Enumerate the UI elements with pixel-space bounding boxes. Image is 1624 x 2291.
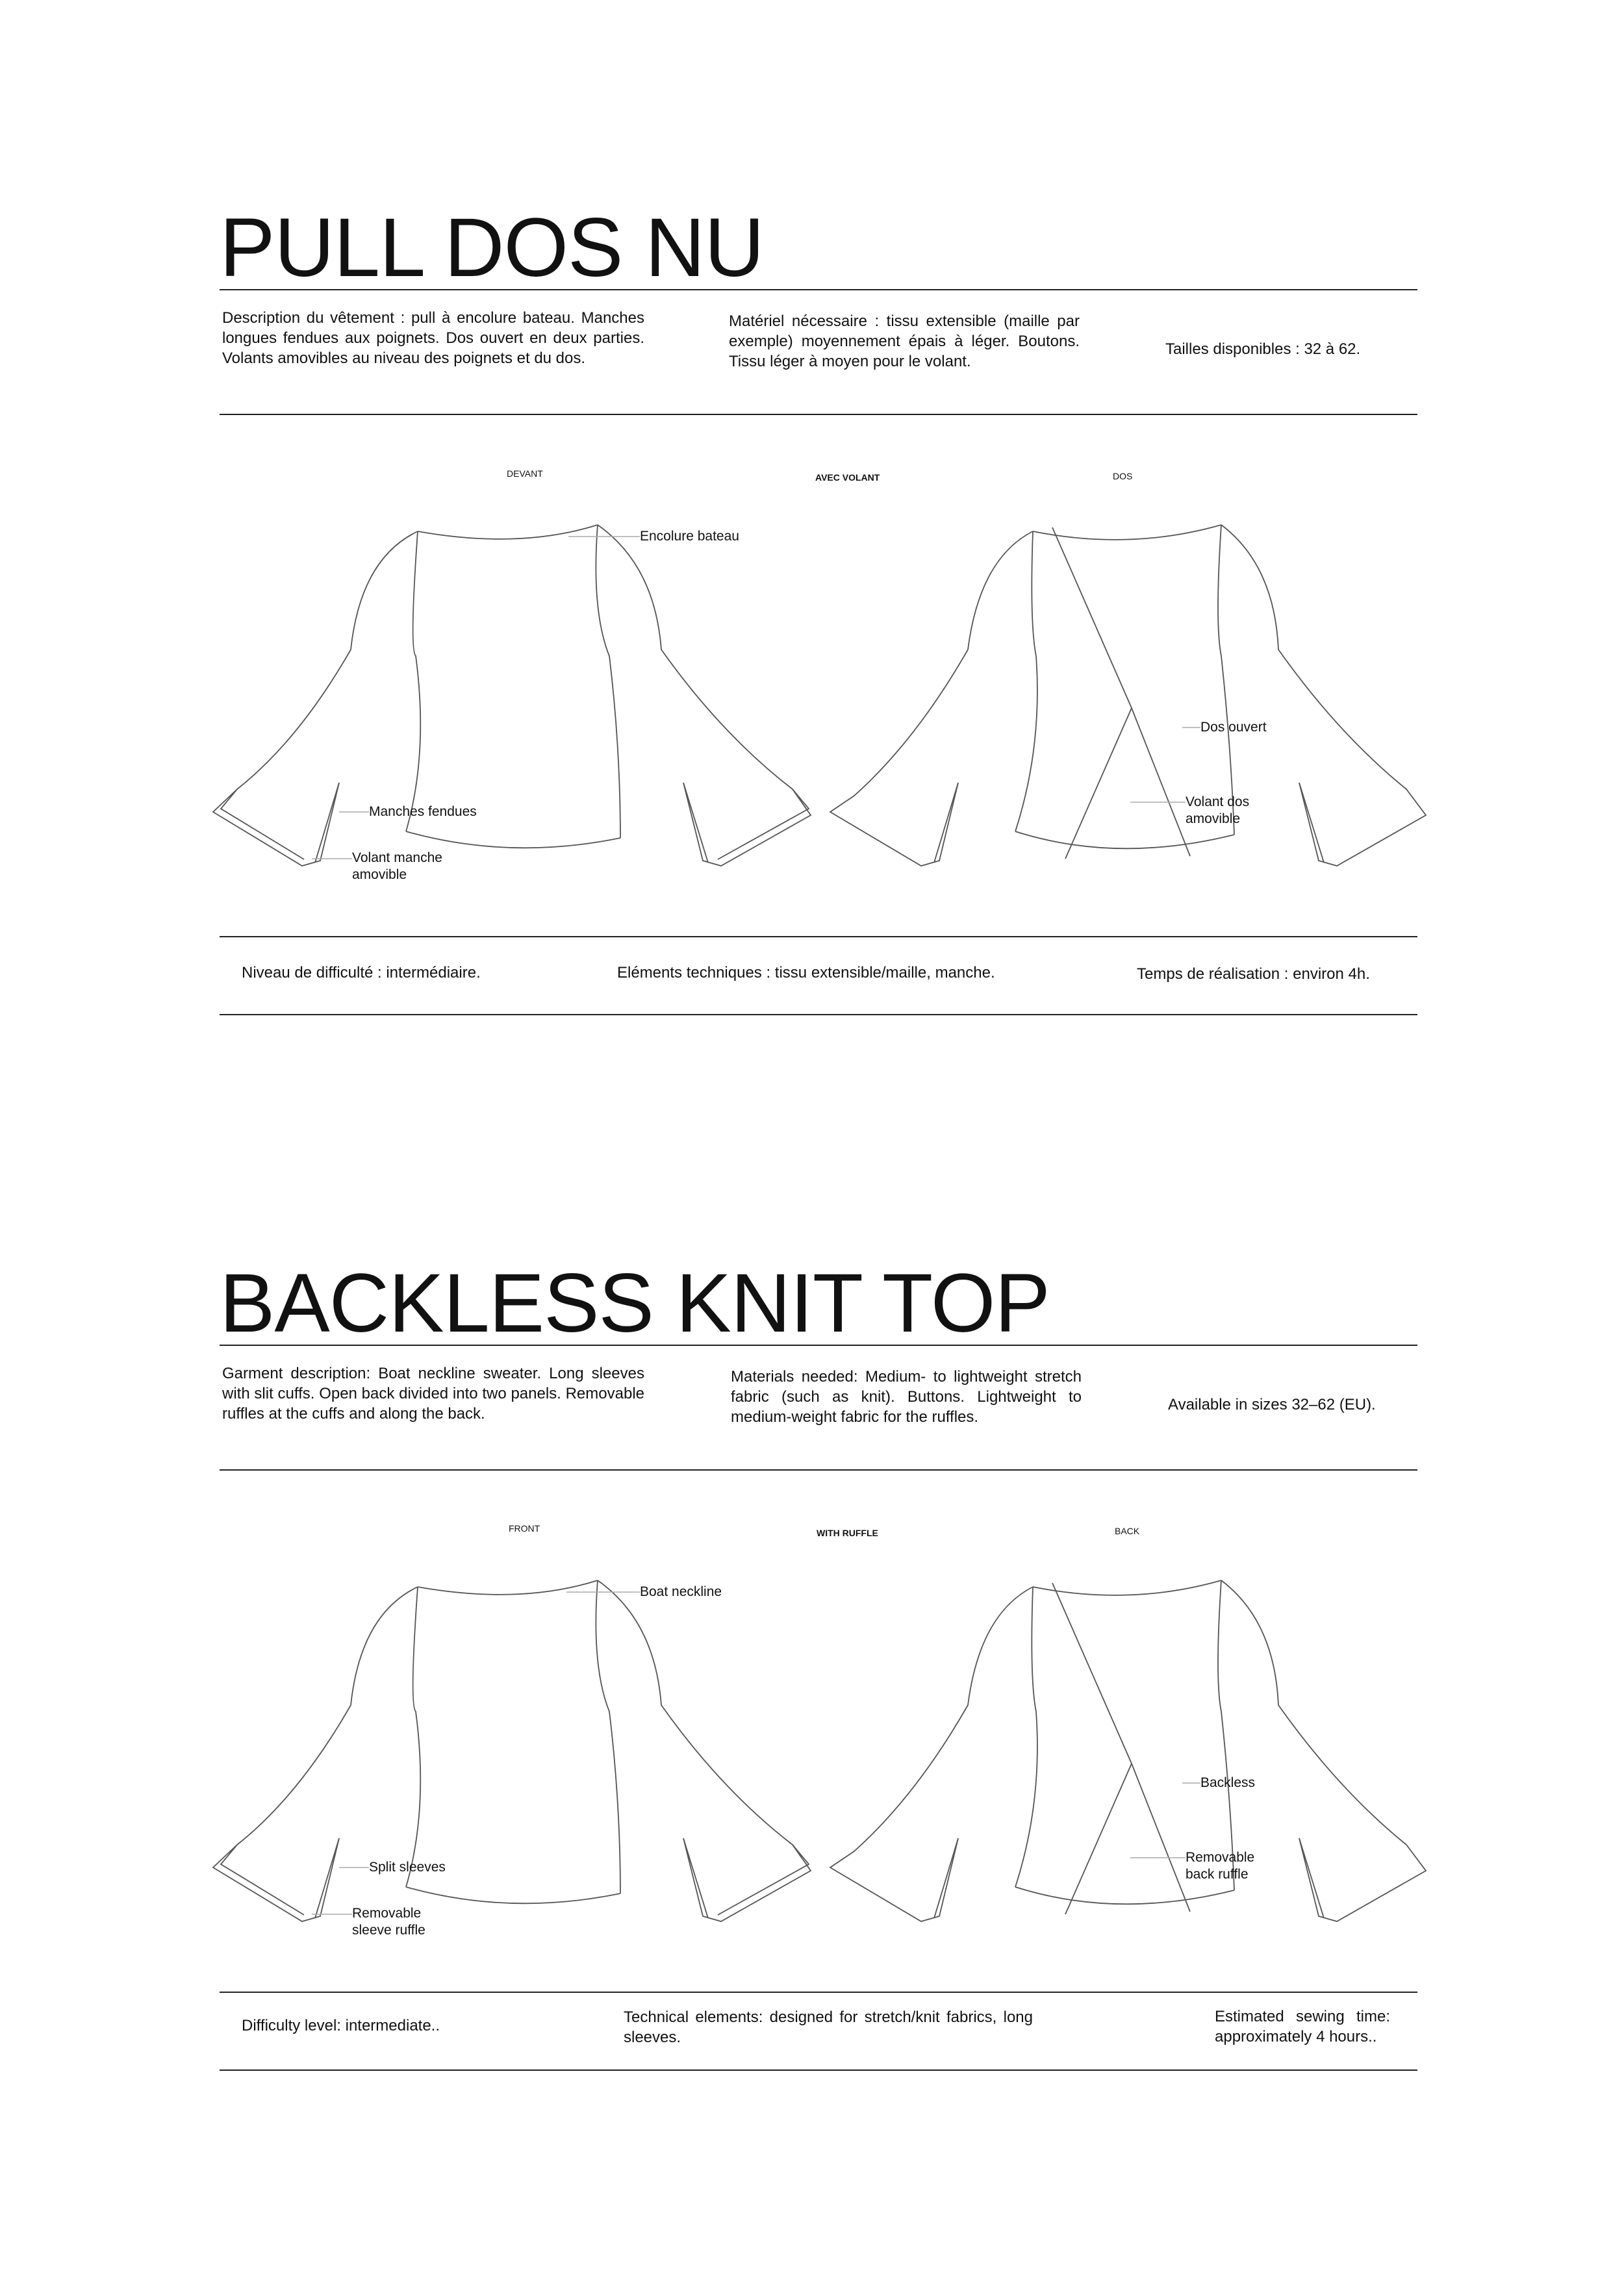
garment-description: Garment description: Boat neckline sweater. Long sleeves with slit cuffs. Open back divided into two panels. Removable ruffles at the cuffs and along the back. — [222, 1365, 644, 1423]
materials-needed: Materials needed: Medium- to lightweight stretch fabric (such as knit). Buttons. Lightweight to medium-weight fabric for the ruffles. — [731, 1368, 1082, 1426]
footer-top-rule — [220, 936, 1417, 937]
sewing-time: Estimated sewing time: approximately 4 hours.. — [1215, 2008, 1390, 2045]
garment-sheet-french — [0, 0, 1624, 1104]
footer-bottom-rule — [220, 2069, 1417, 2071]
label-split-sleeves: Manches fendues — [369, 804, 477, 819]
view-label-middle: AVEC VOLANT — [815, 472, 880, 483]
label-open-back: Backless — [1200, 1775, 1256, 1790]
front-view-sweater — [213, 1580, 811, 1921]
label-back-ruffle: Volant dos amovible — [1186, 794, 1250, 826]
view-label-front: DEVANT — [507, 468, 543, 479]
view-label-back: DOS — [1113, 471, 1133, 481]
garment-description: Description du vêtement : pull à encolure bateau. Manches longues fendues aux poignets. Dos ouvert en deux parties. Volants amovibles au niveau des poignets et du dos. — [222, 309, 644, 367]
difficulty-level: Difficulty level: intermediate.. — [242, 2017, 440, 2034]
label-back-ruffle: Removable back ruffle — [1186, 1850, 1255, 1882]
garment-sheet-english — [0, 1056, 1624, 2160]
technical-flat-drawing — [0, 0, 1624, 1104]
view-label-front: FRONT — [509, 1523, 540, 1534]
back-view-sweater — [830, 1580, 1426, 1921]
label-neckline: Encolure bateau — [640, 529, 739, 544]
available-sizes: Tailles disponibles : 32 à 62. — [1165, 340, 1361, 358]
label-split-sleeves: Split sleeves — [369, 1860, 446, 1875]
available-sizes: Available in sizes 32–62 (EU). — [1168, 1396, 1376, 1413]
footer-bottom-rule — [220, 1014, 1417, 1015]
label-open-back: Dos ouvert — [1200, 720, 1267, 735]
view-label-back: BACK — [1115, 1526, 1140, 1536]
difficulty-level: Niveau de difficulté : intermédiaire. — [242, 964, 481, 981]
garment-title: PULL DOS NU — [220, 201, 764, 294]
view-label-middle: WITH RUFFLE — [817, 1528, 878, 1538]
back-view-sweater — [830, 525, 1426, 866]
footer-top-rule — [220, 1992, 1417, 1993]
sewing-time: Temps de réalisation : environ 4h. — [1137, 965, 1370, 983]
label-neckline: Boat neckline — [640, 1584, 722, 1599]
label-sleeve-ruffle: Volant manche amovible — [352, 850, 442, 882]
technical-elements: Technical elements: designed for stretch/knit fabrics, long sleeves. — [624, 2008, 1033, 2046]
technical-flat-drawing — [0, 1056, 1624, 2160]
materials-needed: Matériel nécessaire : tissu extensible (maille par exemple) moyennement épais à léger. Boutons. Tissu léger à moyen pour le volant. — [729, 312, 1080, 370]
label-sleeve-ruffle: Removable sleeve ruffle — [352, 1906, 425, 1938]
technical-elements: Eléments techniques : tissu extensible/maille, manche. — [617, 964, 995, 981]
garment-title: BACKLESS KNIT TOP — [220, 1257, 1050, 1350]
front-view-sweater — [213, 525, 811, 866]
